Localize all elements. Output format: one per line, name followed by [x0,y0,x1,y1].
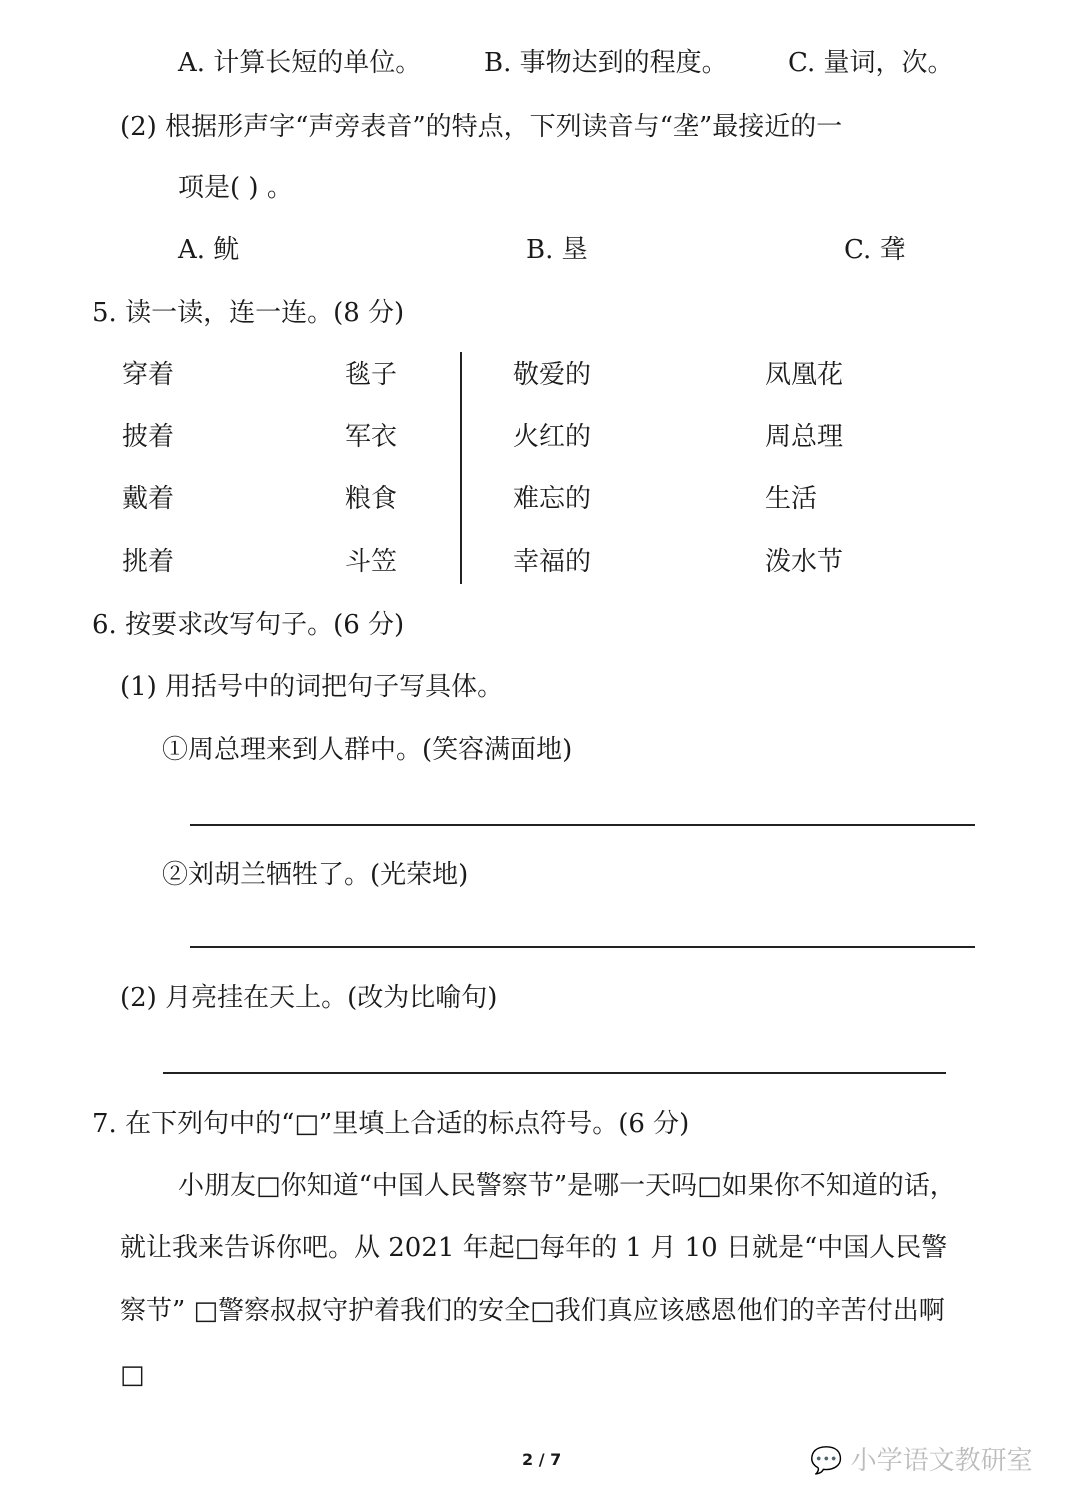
word: 穿着 [122,360,175,390]
answer-line[interactable] [190,946,975,948]
passage-line: 就让我来告诉你吧。从 2021 年起□每年的 1 月 10 日就是“中国人民警 [120,1233,948,1263]
word: 挑着 [122,547,175,577]
sentence: ②刘胡兰牺牲了。(光荣地) [162,860,469,890]
question-text: 项是( ) 。 [178,173,293,203]
question-title: 5. 读一读，连一连。(8 分) [92,298,405,328]
watermark [810,1440,1033,1477]
watermark-text: 小学语文教研室 [850,1446,1033,1476]
option-c: C. 聋 [844,235,906,265]
word: 周总理 [765,422,844,452]
word: 生活 [765,484,818,514]
option-c: C. 量词，次。 [788,48,954,78]
answer-line[interactable] [163,1072,946,1074]
word: 毯子 [345,360,398,390]
answer-line[interactable] [190,824,975,826]
question-title: 7. 在下列句中的“□”里填上合适的标点符号。(6 分) [92,1109,690,1139]
passage-line: □ [120,1360,145,1390]
option-b: B. 垦 [526,235,588,265]
passage-line: 小朋友□你知道“中国人民警察节”是哪一天吗□如果你不知道的话， [178,1171,956,1201]
sub-question: (2) 月亮挂在天上。(改为比喻句) [120,983,498,1013]
word: 凤凰花 [765,360,844,390]
question-text: (2) 根据形声字“声旁表音”的特点，下列读音与“垄”最接近的一 [120,112,843,142]
passage-line: 察节” □警察叔叔守护着我们的安全□我们真应该感恩他们的辛苦付出啊 [120,1296,945,1326]
word: 敬爱的 [513,360,592,390]
word: 幸福的 [513,547,592,577]
page-number: 2 / 7 [522,1450,562,1469]
option-b: B. 事物达到的程度。 [484,48,728,78]
divider [460,352,462,584]
word: 火红的 [513,422,592,452]
word: 泼水节 [765,547,844,577]
word: 戴着 [122,484,175,514]
option-a: A. 鱿 [178,235,240,265]
option-a: A. 计算长短的单位。 [178,48,422,78]
question-title: 6. 按要求改写句子。(6 分) [92,610,405,640]
word: 难忘的 [513,484,592,514]
word: 粮食 [345,484,398,514]
wechat-icon: 💬 [810,1446,843,1476]
sub-question: (1) 用括号中的词把句子写具体。 [120,672,504,702]
word: 披着 [122,422,175,452]
word: 斗笠 [345,547,398,577]
word: 军衣 [345,422,398,452]
sentence: ①周总理来到人群中。(笑容满面地) [162,735,573,765]
